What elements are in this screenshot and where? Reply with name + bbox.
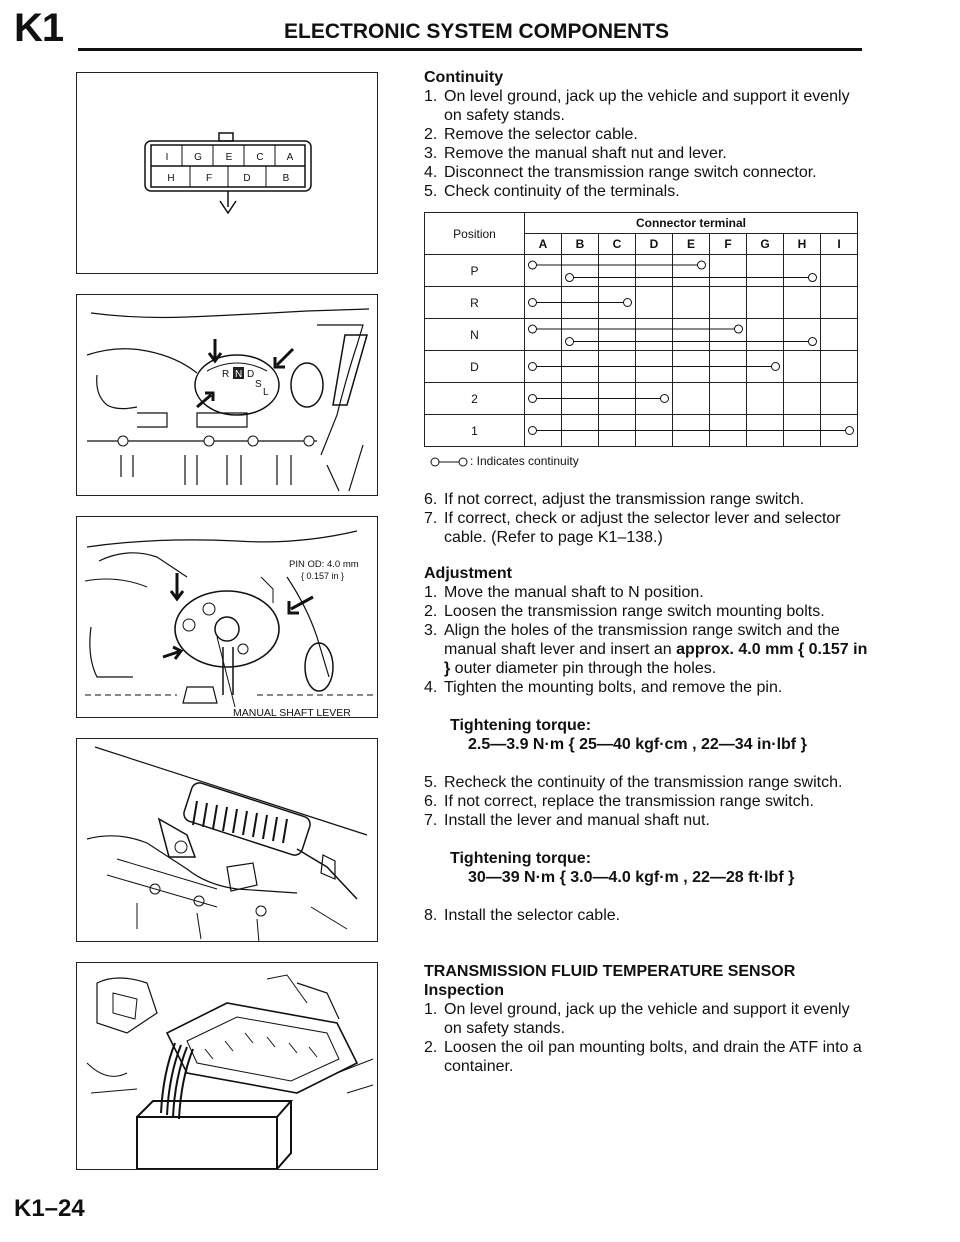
table-cell [525,319,562,351]
torque-value: 30—39 N·m { 3.0—4.0 kgf·m , 22—28 ft·lbf } [468,869,795,886]
table-cell [784,383,821,415]
header-rule [78,48,862,51]
table-cell [525,255,562,287]
table-cell [784,351,821,383]
table-cell [562,255,599,287]
page-title: ELECTRONIC SYSTEM COMPONENTS [284,20,670,43]
torque-value: 2.5—3.9 N·m { 25—40 kgf·cm , 22—34 in·lbf } [468,736,807,753]
connector-pin-label: G [194,152,202,163]
table-cell [710,383,747,415]
table-cell [747,383,784,415]
table-cell [525,351,562,383]
table-cell [636,319,673,351]
table-cell [599,287,636,319]
list-item: 7. Install the lever and manual shaft nut. [424,812,710,829]
list-item: 6. If not correct, adjust the transmission range switch. [424,491,805,508]
table-cell [821,255,858,287]
torque-spec-2 [424,849,870,887]
legend-text: : Indicates continuity [470,454,579,468]
table-cell [747,287,784,319]
table-cell [599,255,636,287]
list-item: 1. Move the manual shaft to N position. [424,584,704,601]
table-row [425,287,858,319]
position-cell: 2 [425,383,525,415]
table-cell [710,287,747,319]
connector-pin-label: I [165,152,169,163]
table-cell [747,255,784,287]
position-cell: R [425,287,525,319]
table-cell [636,351,673,383]
sensor-heading: TRANSMISSION FLUID TEMPERATURE SENSOR [424,963,796,980]
list-item: 2. Loosen the transmission range switch mounting bolts. [424,603,825,620]
terminal-header: A [525,234,562,255]
connector-pin-label: C [256,152,264,163]
oil-pan-figure [76,962,378,1170]
manual-shaft-figure [76,738,378,942]
table-cell [784,287,821,319]
position-header: Position [425,213,525,255]
table-row [425,415,858,447]
continuity-table [424,212,858,447]
sensor-section [424,962,870,1076]
table-cell [636,383,673,415]
table-cell [710,319,747,351]
list-item: 1. On level ground, jack up the vehicle and support it evenly on safety stands. [424,88,850,124]
table-cell [821,415,858,447]
range-letter: S [255,379,262,390]
table-cell [599,319,636,351]
torque-label: Tightening torque: [450,717,592,734]
table-cell [562,319,599,351]
list-item: 1. On level ground, jack up the vehicle and support it evenly on safety stands. [424,1001,850,1037]
terminal-header: G [747,234,784,255]
table-header-row [425,213,858,234]
table-cell [673,287,710,319]
table-row [425,351,858,383]
connector-terminal-header: Connector terminal [525,213,858,234]
table-cell [525,383,562,415]
table-cell [784,319,821,351]
table-row [425,319,858,351]
list-item: 4. Tighten the mounting bolts, and remove the pin. [424,679,783,696]
connector-pin-label: H [167,173,175,184]
connector-pin-label: D [243,173,251,184]
table-cell [747,319,784,351]
continuity-symbol-icon [430,456,470,468]
section-code: K1 [14,6,64,50]
position-cell: P [425,255,525,287]
table-cell [821,351,858,383]
table-cell [636,287,673,319]
table-cell [710,351,747,383]
table-cell [673,351,710,383]
list-item: 5. Recheck the continuity of the transmission range switch. [424,774,843,791]
table-cell [562,351,599,383]
table-cell [747,351,784,383]
torque-label: Tightening torque: [450,850,592,867]
table-cell [673,383,710,415]
range-switch-figure [76,294,378,496]
page-number: K1–24 [14,1195,85,1222]
list-item: 2. Remove the selector cable. [424,126,638,143]
position-cell: D [425,351,525,383]
table-cell [673,415,710,447]
inspection-heading: Inspection [424,982,505,999]
table-cell [747,415,784,447]
after-table-section [424,490,870,547]
list-item: 3. Remove the manual shaft nut and lever. [424,145,727,162]
table-cell [562,287,599,319]
table-row [425,255,858,287]
terminal-header: I [821,234,858,255]
adjustment-heading: Adjustment [424,565,512,582]
connector-pin-label: B [282,173,290,184]
table-cell [599,351,636,383]
table-cell [525,415,562,447]
position-cell: 1 [425,415,525,447]
table-cell [525,287,562,319]
connector-pin-label: A [286,152,294,163]
manual-shaft-lever-label: MANUAL SHAFT LEVER [233,707,351,719]
range-letter: L [263,387,269,398]
continuity-heading: Continuity [424,69,504,86]
table-cell [821,383,858,415]
list-item: 7. If correct, check or adjust the selector lever and selector cable. (Refer to page K1–138.) [424,510,841,546]
list-item: 5. Check continuity of the terminals. [424,183,680,200]
list-item: 8. Install the selector cable. [424,907,621,924]
table-cell [562,415,599,447]
connector-pin-label: F [205,173,213,184]
table-cell [710,415,747,447]
terminal-header: E [673,234,710,255]
table-cell [636,255,673,287]
pin-od-sub-label: { 0.157 in } [301,571,345,581]
connector-pin-label: E [225,152,233,163]
table-cell [599,383,636,415]
terminal-header: F [710,234,747,255]
table-cell [821,319,858,351]
table-cell [673,255,710,287]
table-cell [784,255,821,287]
terminal-header: H [784,234,821,255]
terminal-header: D [636,234,673,255]
continuity-legend [430,454,579,468]
range-letter: N [235,369,243,380]
list-item: 3. Align the holes of the transmission range switch and the manual shaft lever and insert an approx. 4.0 mm { 0.157 in } outer diameter pin through the holes. [424,622,868,677]
table-cell [562,383,599,415]
pin-od-label: PIN OD: 4.0 mm [289,559,359,570]
position-cell: N [425,319,525,351]
list-item: 6. If not correct, replace the transmission range switch. [424,793,814,810]
table-cell [821,287,858,319]
table-cell [636,415,673,447]
table-cell [673,319,710,351]
pin-alignment-figure [76,516,378,718]
terminal-header: B [562,234,599,255]
range-letter: D [247,369,255,380]
adjustment-section [424,564,870,925]
table-row [425,383,858,415]
table-cell [710,255,747,287]
connector-diagram [76,72,378,274]
list-item: 2. Loosen the oil pan mounting bolts, and drain the ATF into a container. [424,1039,862,1075]
continuity-section [424,68,870,201]
table-cell [784,415,821,447]
torque-spec-1 [424,716,870,754]
list-item: 4. Disconnect the transmission range switch connector. [424,164,817,181]
table-cell [599,415,636,447]
terminal-header: C [599,234,636,255]
range-letter: R [222,369,230,380]
